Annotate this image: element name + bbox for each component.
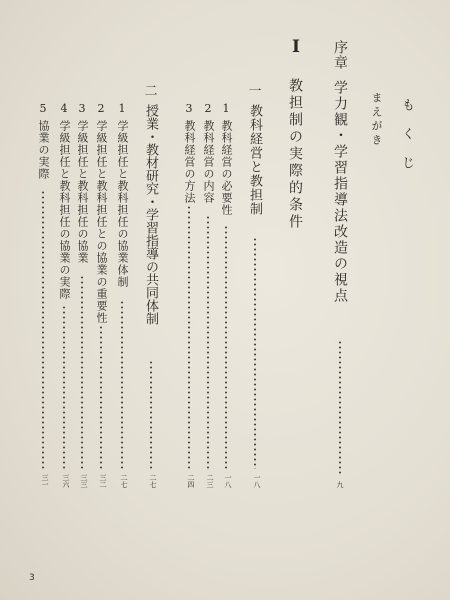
chapter-0-page: 九 [336,481,344,489]
s2-item-5-col [38,120,49,180]
s2-item-2-number: 2 [97,102,105,115]
section-2-title: 授業・教材研究・学習指導の共同体制 [143,104,158,325]
s2-item-1-page: 二七 [120,474,128,488]
s1-item-2-leader [207,215,209,470]
s1-item-3-page: 二四 [187,474,195,488]
s1-item-3-leader [188,205,190,470]
section-2-leader [150,360,152,470]
s2-item-2-title: 学級担任と教科担任との協業の重要性 [95,120,108,324]
chapter-0-title: 学力観・学習指導法改造の視点 [332,80,348,304]
part-1-title-col [288,78,302,231]
s1-item-1-title: 教科経営の必要性 [220,120,233,216]
s1-item-1-col [221,120,232,216]
section-2-number: 二 [144,84,158,99]
section-1-page: 一八 [253,474,261,488]
s2-item-5-page: 三一 [41,474,49,488]
s1-item-2-number: 2 [204,102,212,115]
s2-item-4-page: 三六 [62,474,70,488]
s1-item-1-number: 1 [222,102,230,115]
s2-item-1-number: 1 [118,102,126,115]
s2-item-1-col [117,120,128,288]
s2-item-5-leader [42,190,44,470]
part-1-numeral: I [292,37,300,57]
toc-heading-text: もくじ [399,98,414,185]
page-number: 3 [29,573,35,583]
s1-item-3-col [184,120,195,204]
s1-item-3-number: 3 [185,102,193,115]
s2-item-2-col [96,120,107,324]
s1-item-2-title: 教科経営の内容 [202,120,215,204]
chapter-0-entry [333,40,347,304]
s1-item-1-leader [225,225,227,470]
s2-item-2-leader [100,325,102,470]
section-1-title-col [248,104,261,216]
section-2-page: 二七 [149,474,157,488]
s2-item-3-number: 3 [78,102,86,115]
s1-item-2-page: 二三 [206,474,214,488]
section-2-title-col [144,104,157,325]
s2-item-3-leader [81,275,83,470]
part-1-title: 教担制の実際的条件 [287,78,303,231]
chapter-0-leader [339,340,341,475]
s2-item-3-page: 三三 [80,474,88,488]
s1-item-1-page: 一八 [224,474,232,488]
maegaki-entry [371,92,382,148]
s2-item-4-number: 4 [60,102,68,115]
maegaki-text: まえがき [370,92,383,148]
s2-item-1-leader [121,300,123,470]
s2-item-3-col [77,120,88,264]
s2-item-5-title: 協業の実際 [37,120,50,180]
section-1-title: 教科経営と教担制 [247,104,262,216]
s2-item-4-title: 学級担任と教科担任の協業の実際 [58,120,71,300]
toc-heading [400,98,413,185]
s2-item-1-title: 学級担任と教科担任の協業体制 [116,120,129,288]
s2-item-4-leader [63,305,65,470]
s2-item-4-col [59,120,70,300]
s2-item-5-number: 5 [39,102,47,115]
s1-item-3-title: 教科経営の方法 [183,120,196,204]
s2-item-3-title: 学級担任と教科担任の協業 [76,120,89,264]
section-1-number: 一 [248,84,262,99]
s2-item-2-page: 三二 [99,474,107,488]
s1-item-2-col [203,120,214,204]
section-1-leader [254,237,256,469]
chapter-0-label: 序章 [332,40,348,70]
